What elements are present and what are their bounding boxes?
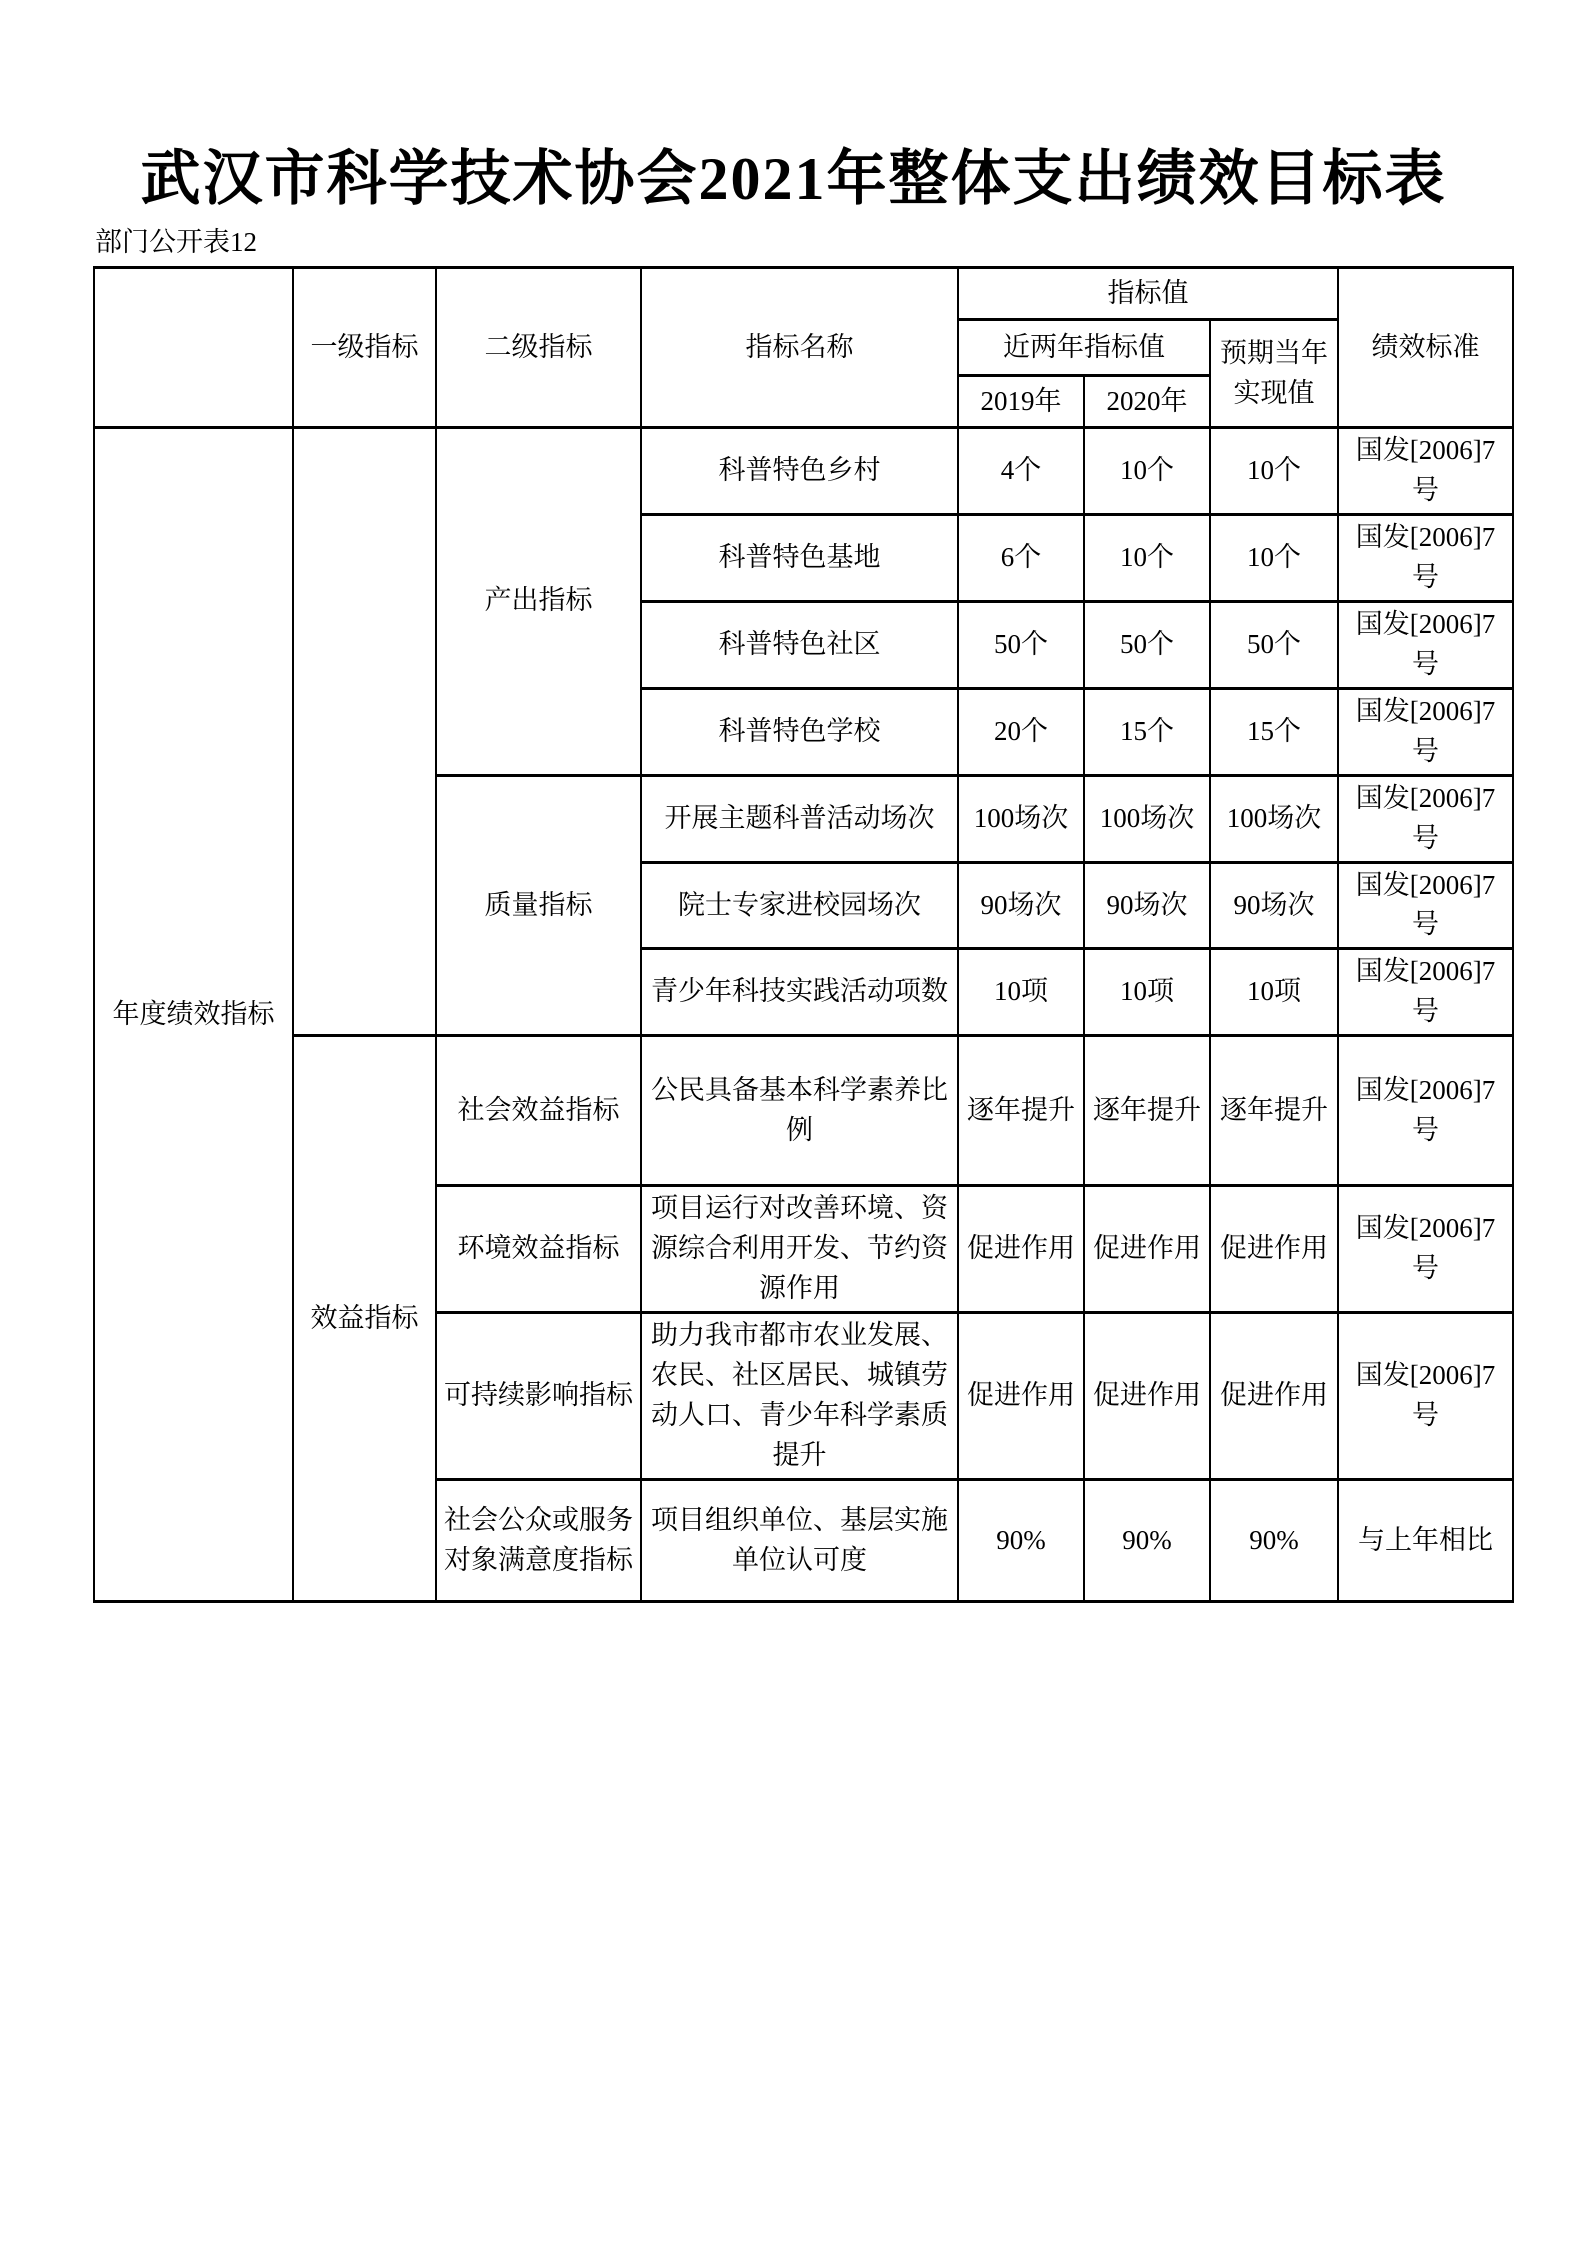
level1-blank-cell bbox=[293, 428, 436, 1036]
header-expected-current-year: 预期当年实现值 bbox=[1210, 320, 1338, 428]
value-2020-cell: 10个 bbox=[1084, 428, 1210, 515]
indicator-name-cell: 院士专家进校园场次 bbox=[641, 862, 958, 949]
value-expected-cell: 10个 bbox=[1210, 428, 1338, 515]
value-expected-cell: 促进作用 bbox=[1210, 1186, 1338, 1313]
header-year-2020: 2020年 bbox=[1084, 376, 1210, 428]
value-2019-cell: 10项 bbox=[958, 949, 1084, 1036]
table-label: 部门公开表12 bbox=[95, 227, 257, 257]
header-indicator-name: 指标名称 bbox=[641, 268, 958, 428]
header-level2: 二级指标 bbox=[436, 268, 641, 428]
header-row-1 bbox=[94, 268, 1513, 320]
value-expected-cell: 15个 bbox=[1210, 688, 1338, 775]
value-2020-cell: 10个 bbox=[1084, 514, 1210, 601]
performance-standard-cell: 与上年相比 bbox=[1338, 1480, 1513, 1602]
value-2020-cell: 90场次 bbox=[1084, 862, 1210, 949]
level2-social-benefit-cell: 社会效益指标 bbox=[436, 1036, 641, 1186]
performance-standard-cell: 国发[2006]7号 bbox=[1338, 949, 1513, 1036]
indicator-name-cell: 科普特色基地 bbox=[641, 514, 958, 601]
performance-standard-cell: 国发[2006]7号 bbox=[1338, 688, 1513, 775]
value-2020-cell: 10项 bbox=[1084, 949, 1210, 1036]
value-2019-cell: 4个 bbox=[958, 428, 1084, 515]
indicator-name-cell: 青少年科技实践活动项数 bbox=[641, 949, 958, 1036]
value-2020-cell: 促进作用 bbox=[1084, 1186, 1210, 1313]
value-2020-cell: 促进作用 bbox=[1084, 1313, 1210, 1480]
header-blank-cell bbox=[94, 268, 293, 428]
value-2019-cell: 20个 bbox=[958, 688, 1084, 775]
indicator-name-cell: 助力我市都市农业发展、农民、社区居民、城镇劳动人口、青少年科学素质提升 bbox=[641, 1313, 958, 1480]
indicator-name-cell: 科普特色学校 bbox=[641, 688, 958, 775]
group-cell-annual-performance: 年度绩效指标 bbox=[94, 428, 293, 1602]
value-2020-cell: 15个 bbox=[1084, 688, 1210, 775]
performance-standard-cell: 国发[2006]7号 bbox=[1338, 1186, 1513, 1313]
table-row bbox=[94, 428, 1513, 515]
performance-standard-cell: 国发[2006]7号 bbox=[1338, 514, 1513, 601]
level2-output-cell: 产出指标 bbox=[436, 428, 641, 776]
value-expected-cell: 90% bbox=[1210, 1480, 1338, 1602]
table-row bbox=[94, 1036, 1513, 1186]
value-2019-cell: 90% bbox=[958, 1480, 1084, 1602]
value-2020-cell: 100场次 bbox=[1084, 775, 1210, 862]
value-2019-cell: 90场次 bbox=[958, 862, 1084, 949]
indicator-name-cell: 科普特色社区 bbox=[641, 601, 958, 688]
value-2020-cell: 50个 bbox=[1084, 601, 1210, 688]
value-2020-cell: 逐年提升 bbox=[1084, 1036, 1210, 1186]
value-expected-cell: 100场次 bbox=[1210, 775, 1338, 862]
value-expected-cell: 90场次 bbox=[1210, 862, 1338, 949]
level2-environment-benefit-cell: 环境效益指标 bbox=[436, 1186, 641, 1313]
performance-standard-cell: 国发[2006]7号 bbox=[1338, 428, 1513, 515]
value-2019-cell: 50个 bbox=[958, 601, 1084, 688]
performance-standard-cell: 国发[2006]7号 bbox=[1338, 1313, 1513, 1480]
performance-standard-cell: 国发[2006]7号 bbox=[1338, 1036, 1513, 1186]
header-performance-standard: 绩效标准 bbox=[1338, 268, 1513, 428]
value-2019-cell: 逐年提升 bbox=[958, 1036, 1084, 1186]
indicator-name-cell: 科普特色乡村 bbox=[641, 428, 958, 515]
header-indicator-value-group: 指标值 bbox=[958, 268, 1338, 320]
header-recent-two-years: 近两年指标值 bbox=[958, 320, 1210, 376]
value-2019-cell: 100场次 bbox=[958, 775, 1084, 862]
level2-quality-cell: 质量指标 bbox=[436, 775, 641, 1036]
header-level1: 一级指标 bbox=[293, 268, 436, 428]
performance-standard-cell: 国发[2006]7号 bbox=[1338, 775, 1513, 862]
page-title: 武汉市科学技术协会2021年整体支出绩效目标表 bbox=[140, 146, 1447, 212]
indicator-name-cell: 开展主题科普活动场次 bbox=[641, 775, 958, 862]
indicator-name-cell: 项目组织单位、基层实施单位认可度 bbox=[641, 1480, 958, 1602]
indicator-name-cell: 项目运行对改善环境、资源综合利用开发、节约资源作用 bbox=[641, 1186, 958, 1313]
performance-target-table bbox=[93, 266, 1514, 1603]
value-expected-cell: 10项 bbox=[1210, 949, 1338, 1036]
indicator-name-cell: 公民具备基本科学素养比例 bbox=[641, 1036, 958, 1186]
value-2020-cell: 90% bbox=[1084, 1480, 1210, 1602]
value-expected-cell: 逐年提升 bbox=[1210, 1036, 1338, 1186]
value-2019-cell: 促进作用 bbox=[958, 1313, 1084, 1480]
performance-standard-cell: 国发[2006]7号 bbox=[1338, 601, 1513, 688]
level1-benefit-cell: 效益指标 bbox=[293, 1036, 436, 1602]
value-expected-cell: 10个 bbox=[1210, 514, 1338, 601]
performance-standard-cell: 国发[2006]7号 bbox=[1338, 862, 1513, 949]
value-expected-cell: 促进作用 bbox=[1210, 1313, 1338, 1480]
value-2019-cell: 6个 bbox=[958, 514, 1084, 601]
level2-satisfaction-cell: 社会公众或服务对象满意度指标 bbox=[436, 1480, 641, 1602]
level2-sustainability-cell: 可持续影响指标 bbox=[436, 1313, 641, 1480]
header-year-2019: 2019年 bbox=[958, 376, 1084, 428]
value-expected-cell: 50个 bbox=[1210, 601, 1338, 688]
value-2019-cell: 促进作用 bbox=[958, 1186, 1084, 1313]
